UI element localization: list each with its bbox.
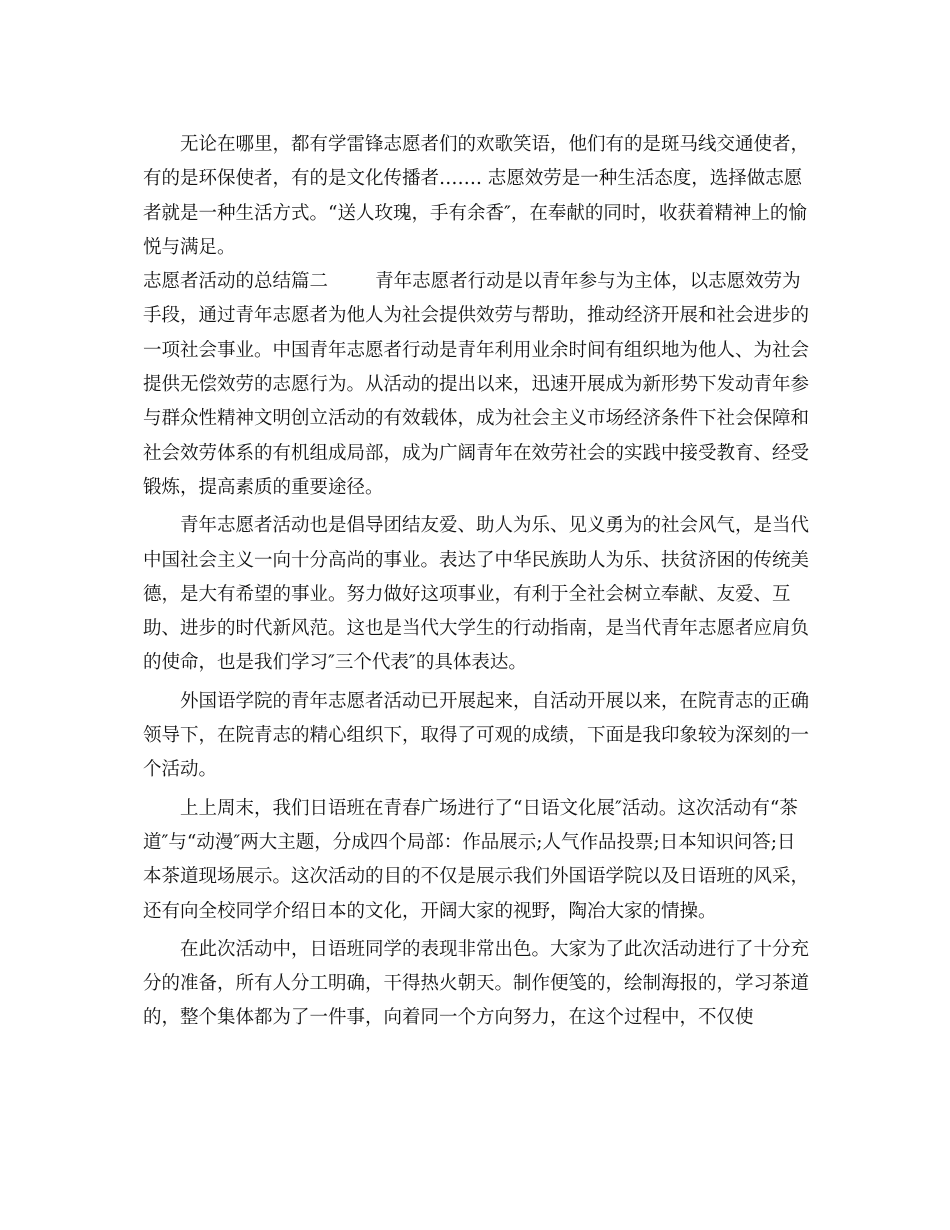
section-paragraph (143, 265, 813, 505)
section-title-spacer (328, 271, 375, 292)
body-paragraph-2: 外国语学院的青年志愿者活动已开展起来，自活动开展以来，在院青志的正确领导下，在院青志的精心组织下，取得了可观的成绩，下面是我印象较为深刻的一个活动。 (143, 690, 810, 781)
section-title: 志愿者活动的总结篇二 (143, 271, 329, 293)
section-lead-text: 青年志愿者行动是以青年参与为主体，以志愿效劳为手段，通过青年志愿者为他人为社会提供效劳与帮助，推动经济开展和社会进步的一项社会事业。中国青年志愿者行动是青年利用业余时间有组织地为他人、为社会提供无偿效劳的志愿行为。从活动的提出以来，迅速开展成为新形势下发动青年参与群众性精神文明创立活动的有效载体，成为社会主义市场经济条件下社会保障和社会效劳体系的有机组成局部，成为广阔青年在效劳社会的实践中接受教育、经受锻炼，提高素质的重要途径。 (143, 271, 810, 498)
document-body (143, 128, 813, 1036)
body-paragraph-4: 在此次活动中，日语班同学的表现非常出色。大家为了此次活动进行了十分充分的准备，所有人分工明确，干得热火朝天。制作便笺的，绘制海报的，学习茶道的，整个集体都为了一件事，向着同一个方向努力，在这个过程中，不仅使 (143, 938, 810, 1029)
body-paragraph-1: 青年志愿者活动也是倡导团结友爱、助人为乐、见义勇为的社会风气，是当代中国社会主义一向十分高尚的事业。表达了中华民族助人为乐、扶贫济困的传统美德，是大有希望的事业。努力做好这项事业，有利于全社会树立奉献、友爱、互助、进步的时代新风范。这也是当代大学生的行动指南，是当代青年志愿者应肩负的使命，也是我们学习″三个代表″的具体表达。 (143, 515, 810, 674)
intro-paragraph: 无论在哪里，都有学雷锋志愿者们的欢歌笑语，他们有的是斑马线交通使者，有的是环保使者，有的是文化传播者……. 志愿效劳是一种生活态度，选择做志愿者就是一种生活方式。“送人玫瑰，手有余香″，在奉献的同时，收获着精神上的愉悦与满足。 (143, 134, 810, 258)
body-paragraph-3: 上上周末，我们日语班在青春广场进行了“日语文化展″活动。这次活动有“茶道″与“动漫″两大主题，分成四个局部：作品展示;人气作品投票;日本知识问答;日本茶道现场展示。这次活动的目的不仅是展示我们外国语学院以及日语班的风采，还有向全校同学介绍日本的文化，开阔大家的视野，陶冶大家的情操。 (143, 797, 810, 922)
